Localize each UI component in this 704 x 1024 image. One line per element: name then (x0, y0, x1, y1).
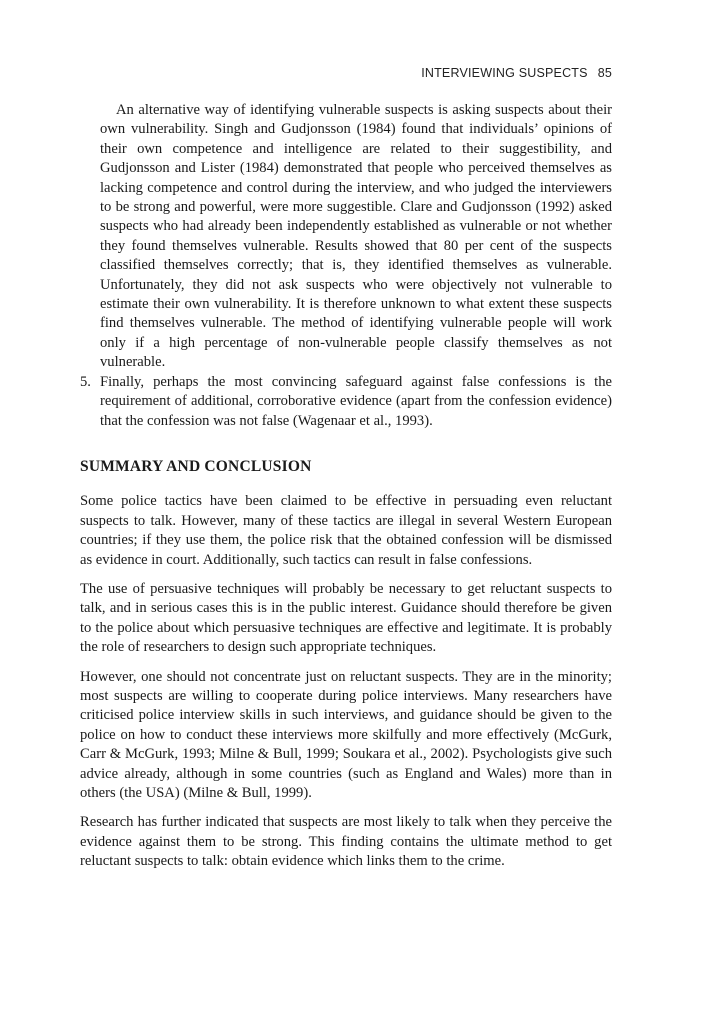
list-item-5 (80, 373, 612, 431)
paragraph: The use of persuasive techniques will probably be necessary to get reluctant suspects to talk, and in serious cases this is in the public interest. Guidance should therefore be given to the police about which persuasive techniques are effective and legitimate. It is probably the role of researchers to design such appropriate techniques. (80, 580, 612, 656)
page-number: 85 (597, 66, 612, 80)
running-head (421, 66, 612, 80)
paragraph: Research has further indicated that suspects are most likely to talk when they perceive the evidence against them to be strong. This finding contains the ultimate method to get reluctant suspects to talk: obtain evidence which links them to the crime. (80, 814, 612, 870)
list-item-4-continuation: An alternative way of identifying vulnerable suspects is asking suspects about their own vulnerability. Singh and Gudjonsson (1984) found that individuals’ opinions of their own competence and intelligence are related to their suggestibility, and Gudjonsson and Lister (1984) demonstrated that people who perceived themselves as lacking competence and control during the interview, and who judged the interviewers to be strong and powerful, were more suggestible. Clare and Gudjonsson (1992) asked suspects who had already been independently established as vulnerable or not whether they found themselves vulnerable. Results showed that 80 per cent of the suspects classified themselves correctly; that is, they identified themselves as vulnerable. Unfortunately, they did not ask suspects who were objectively not vulnerable to estimate their own vulnerability. It is therefore unknown to what extent these suspects find themselves vulnerable. The method of identifying vulnerable people will work only if a high percentage of non-vulnerable people classify themselves as not vulnerable. (100, 102, 612, 371)
running-title: INTERVIEWING SUSPECTS (421, 66, 588, 80)
paragraph: Some police tactics have been claimed to be effective in persuading even reluctant suspects to talk. However, many of these tactics are illegal in several Western European countries; if they use them, the police risk that the obtained confession will be dismissed as evidence in court. Additionally, such tactics can result in false confessions. (80, 493, 612, 568)
paragraph: However, one should not concentrate just on reluctant suspects. They are in the minority; most suspects are willing to cooperate during police interviews. Many researchers have criticised police interview skills in such interviews, and guidance should be given to the police on how to conduct these interviews more skilfully and more effectively (McGurk, Carr & McGurk, 1993; Milne & Bull, 1999; Soukara et al., 2002). Psychologists give such advice already, although in some countries (such as England and Wales) more than in others (the USA) (Milne & Bull, 1999). (80, 668, 612, 801)
list-item-number: 5. (80, 373, 91, 390)
page-body (80, 101, 612, 872)
section-heading: SUMMARY AND CONCLUSION (80, 457, 312, 475)
list-item-text: Finally, perhaps the most convincing safeguard against false confessions is the requirement of additional, corroborative evidence (apart from the confession evidence) that the confession was not false (Wagenaar et al., 1993). (100, 373, 612, 429)
